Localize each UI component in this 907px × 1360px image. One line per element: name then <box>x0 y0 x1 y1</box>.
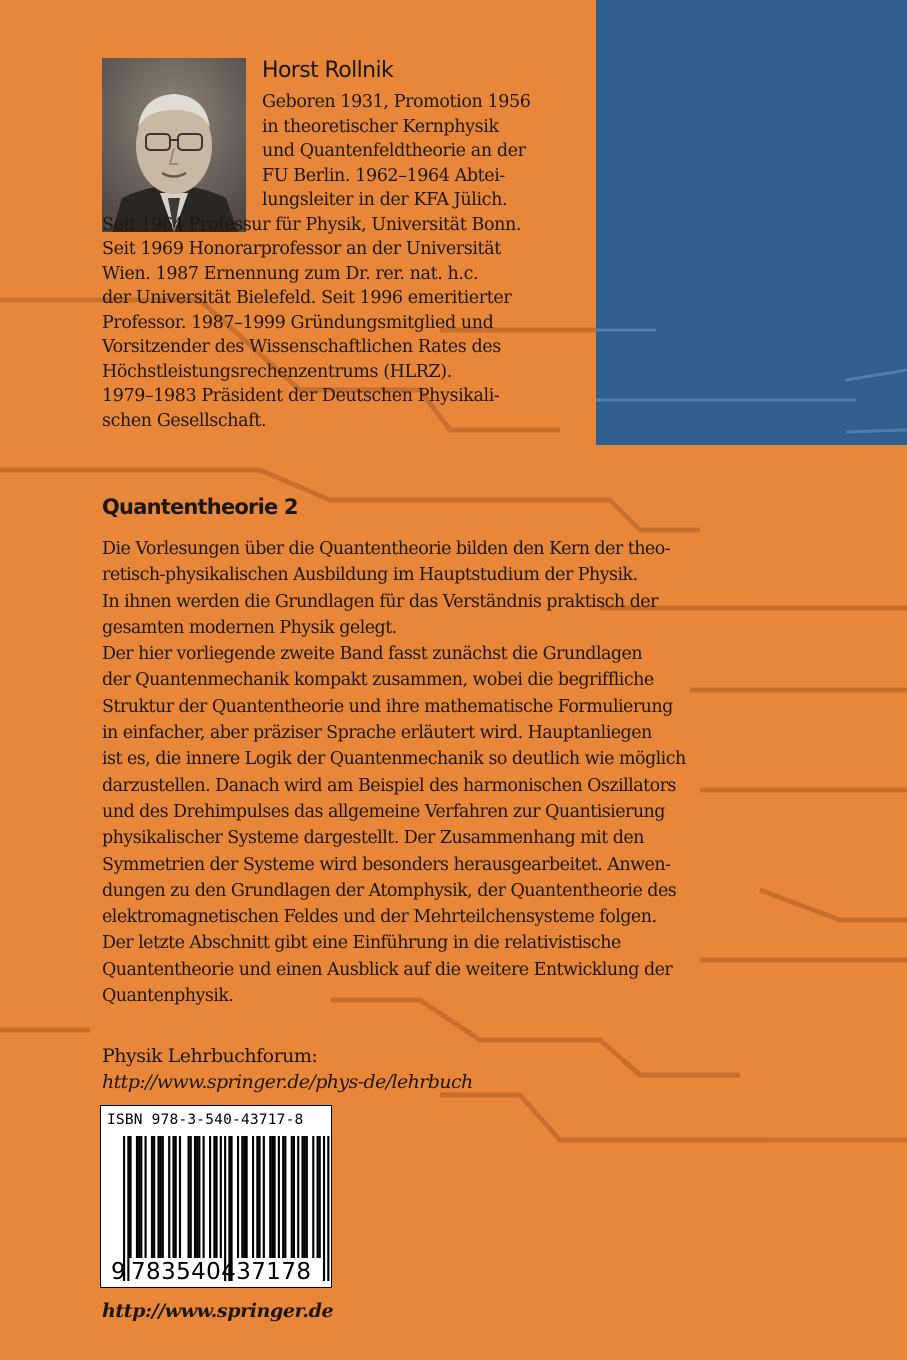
barcode-bar <box>196 1136 198 1258</box>
barcode-bar <box>269 1136 271 1258</box>
description-line: elektromagnetischen Feldes und der Mehrteilchensysteme folgen. <box>102 907 657 928</box>
description-line: Die Vorlesungen über die Quantentheorie bilden den Kern der theo- <box>102 539 671 559</box>
author-bio <box>102 90 572 433</box>
panel-graphic <box>596 0 907 445</box>
bio-line: Wien. 1987 Ernennung zum Dr. rer. nat. h.c. <box>102 263 479 284</box>
barcode-bar <box>188 1136 190 1258</box>
book-title: Quantentheorie 2 <box>102 495 298 519</box>
cover-graphic-panel <box>596 0 907 445</box>
barcode-bar <box>297 1136 299 1258</box>
description-line: dungen zu den Grundlagen der Atomphysik, der Quantentheorie des <box>102 880 677 901</box>
barcode-bar <box>203 1136 205 1258</box>
bio-line: schen Gesellschaft. <box>102 410 267 431</box>
barcode-bar <box>151 1136 153 1258</box>
barcode-bar <box>241 1136 243 1258</box>
barcode-bar <box>252 1136 254 1258</box>
barcode-bar <box>153 1136 155 1258</box>
barcode-bar <box>215 1136 217 1258</box>
description-line: gesamten modernen Physik gelegt. <box>102 617 397 638</box>
barcode-bar <box>271 1136 273 1258</box>
barcode-bar <box>284 1136 286 1258</box>
barcode-bar <box>301 1136 303 1258</box>
barcode-bar <box>278 1136 280 1258</box>
description-line: in einfacher, aber präziser Sprache erläutert wird. Hauptanliegen <box>102 723 652 744</box>
barcode-bar <box>237 1136 239 1258</box>
bio-line: Seit 1964 Professur für Physik, Universität Bonn. <box>102 214 521 235</box>
description-line: und des Drehimpulses das allgemeine Verfahren zur Quantisierung <box>102 801 665 822</box>
bio-line: Professor. 1987–1999 Gründungsmitglied und <box>102 312 494 333</box>
isbn-barcode <box>100 1105 332 1288</box>
bio-line: der Universität Bielefeld. Seit 1996 emeritierter <box>102 288 512 308</box>
bio-line: 1979–1983 Präsident der Deutschen Physikali- <box>102 386 500 406</box>
barcode-bar <box>198 1136 200 1258</box>
description-line: In ihnen werden die Grundlagen für das Verständnis praktisch der <box>102 591 658 612</box>
barcode-bar <box>138 1136 140 1258</box>
barcode-bar <box>327 1136 329 1281</box>
barcode-bar <box>145 1136 147 1258</box>
bio-line: lungsleiter in der KFA Jülich. <box>262 190 508 210</box>
bio-line: Geboren 1931, Promotion 1956 <box>262 92 531 112</box>
book-description <box>102 536 752 1009</box>
barcode-bar <box>172 1136 174 1258</box>
barcode-bar <box>256 1136 258 1258</box>
barcode-bar <box>194 1136 196 1258</box>
bio-line: Vorsitzender des Wissenschaftlichen Rates des <box>102 337 501 357</box>
bio-line: FU Berlin. 1962–1964 Abtei- <box>262 165 505 186</box>
description-line: Struktur der Quantentheorie und ihre mathematische Formulierung <box>102 696 673 717</box>
barcode-bar <box>258 1136 260 1258</box>
author-name: Horst Rollnik <box>262 58 394 83</box>
description-line: Der letzte Abschnitt gibt eine Einführung in die relativistische <box>102 933 621 954</box>
barcode-bar <box>319 1136 321 1258</box>
description-line: retisch-physikalischen Ausbildung im Hauptstudium der Physik. <box>102 565 638 586</box>
description-line: physikalischer Systeme dargestellt. Der Zusammenhang mit den <box>102 828 644 849</box>
description-line: Symmetrien der Systeme wird besonders herausgearbeitet. Anwen- <box>102 854 671 875</box>
barcode-bar <box>323 1136 325 1281</box>
barcode-bar <box>129 1136 131 1258</box>
publisher-link[interactable]: http://www.springer.de <box>102 1300 334 1322</box>
description-line: darzustellen. Danach wird am Beispiel des harmonischen Oszillators <box>102 775 676 796</box>
isbn-number: ISBN 978-3-540-43717-8 <box>107 1112 304 1128</box>
barcode-bar <box>293 1136 295 1258</box>
ean-remaining-digits: 783540437178 <box>131 1259 312 1285</box>
barcode-bar <box>274 1136 276 1258</box>
description-line: Der hier vorliegende zweite Band fasst zunächst die Grundlagen <box>102 644 643 665</box>
barcode-bar <box>317 1136 319 1258</box>
description-line: Quantenphysik. <box>102 986 234 1007</box>
barcode-bar <box>312 1136 314 1258</box>
ean-first-digit: 9 <box>111 1259 127 1285</box>
barcode-bar <box>162 1136 164 1258</box>
barcode-bar <box>190 1136 192 1258</box>
bio-line: Höchstleistungsrechenzentrums (HLRZ). <box>102 361 452 382</box>
barcode-bar <box>282 1136 284 1258</box>
barcode-bar <box>263 1136 265 1258</box>
barcode-bar <box>220 1136 222 1258</box>
barcode-bar <box>168 1136 170 1258</box>
barcode-bar <box>160 1136 162 1258</box>
barcode-bar <box>213 1136 215 1258</box>
barcode-bar <box>243 1136 245 1258</box>
forum-link[interactable]: http://www.springer.de/phys-de/lehrbuch <box>102 1071 473 1093</box>
barcode-bar <box>140 1136 142 1258</box>
barcode-bar <box>291 1136 293 1258</box>
bio-line: in theoretischer Kernphysik <box>262 116 499 137</box>
barcode-bar <box>179 1136 181 1258</box>
barcode-bar <box>127 1136 129 1281</box>
description-line: Quantentheorie und einen Ausblick auf die weitere Entwicklung der <box>102 959 673 980</box>
barcode-bar <box>246 1136 248 1258</box>
bio-line: Seit 1969 Honorarprofessor an der Universität <box>102 239 501 259</box>
barcode-bar <box>304 1136 306 1258</box>
barcode-bar <box>209 1136 211 1258</box>
description-line: ist es, die innere Logik der Quantenmechanik so deutlich wie möglich <box>102 749 686 770</box>
barcode-bar <box>136 1136 138 1258</box>
barcode-bar <box>157 1136 159 1258</box>
bio-line: und Quantenfeldtheorie an der <box>262 141 526 161</box>
forum-label: Physik Lehrbuchforum: <box>102 1045 318 1067</box>
barcode-bar <box>175 1136 177 1258</box>
description-line: der Quantenmechanik kompakt zusammen, wobei die begriffliche <box>102 670 654 691</box>
barcode-bar <box>306 1136 308 1258</box>
